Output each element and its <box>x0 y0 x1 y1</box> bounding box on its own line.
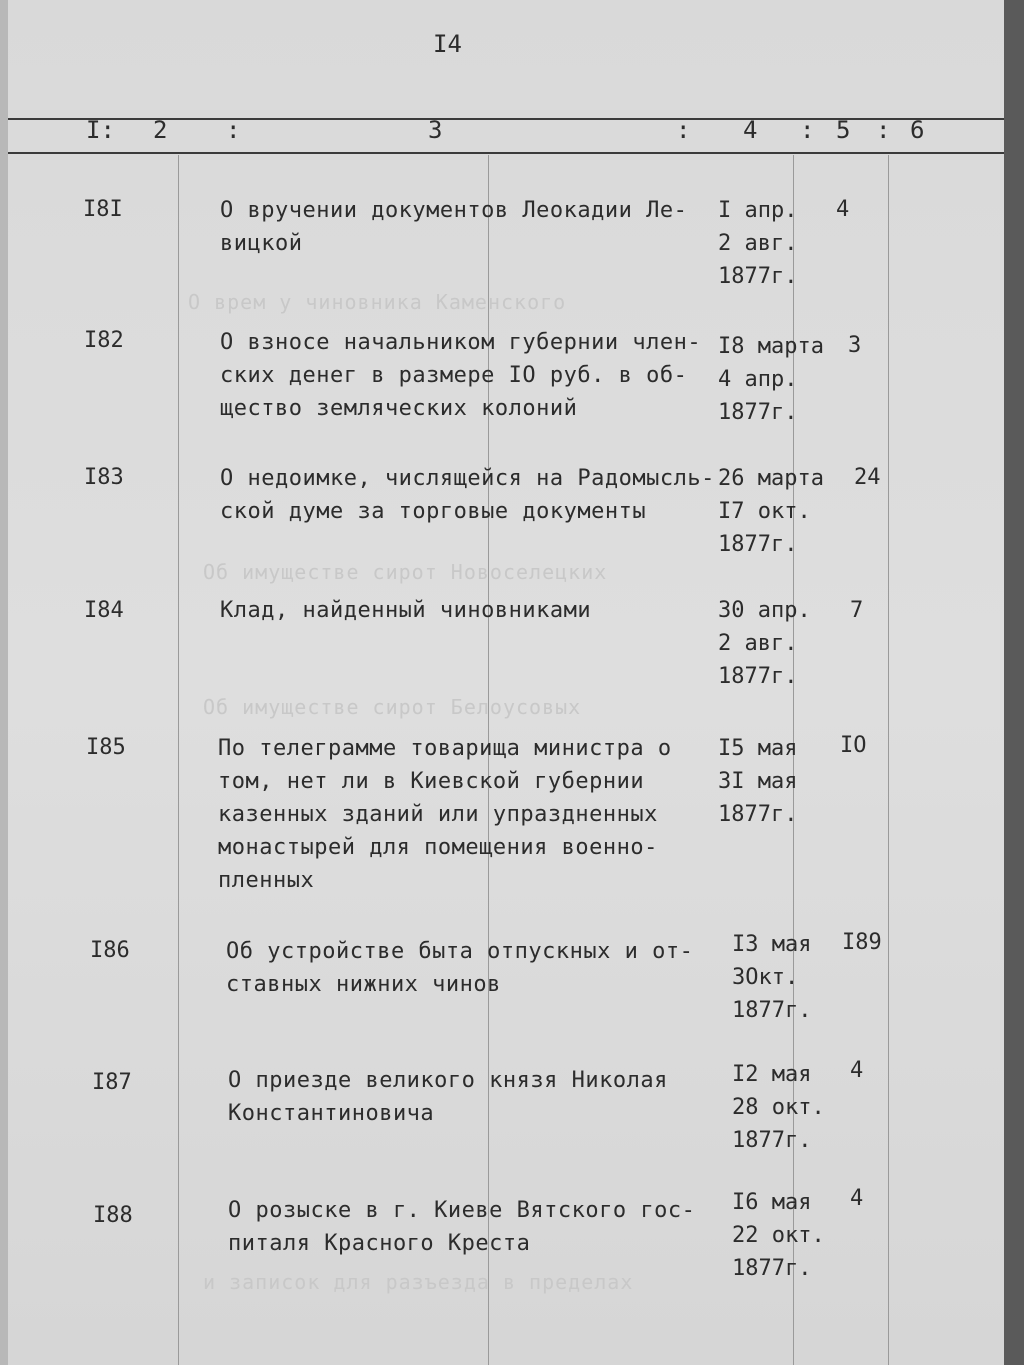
column-header-5: 5 <box>836 116 851 144</box>
case-number: I86 <box>90 938 130 963</box>
column-divider <box>888 155 889 1365</box>
case-title: Об устройстве быта отпускных и от- ставных нижних чинов <box>226 939 694 997</box>
case-number: I84 <box>84 598 124 623</box>
sheet-count: 4 <box>836 197 850 222</box>
sheet-count: 3 <box>848 333 862 358</box>
case-dates: I апр. 2 авг. 1877г. <box>718 198 798 289</box>
case-title: О недоимке, числящейся на Радомысль- ской думе за торговые документы <box>220 466 715 524</box>
sheet-count: 4 <box>850 1058 864 1083</box>
bleed-through-text: Об имуществе сирот Белоусовых <box>203 695 582 719</box>
case-number: I88 <box>93 1203 133 1228</box>
column-header-separator: : <box>876 116 891 144</box>
header-bottom-rule <box>8 152 1004 154</box>
page-number: I4 <box>433 30 462 58</box>
sheet-count: IO <box>840 733 867 758</box>
column-header-6: 6 <box>910 116 925 144</box>
document-page <box>8 0 1004 1365</box>
column-divider <box>178 155 179 1365</box>
case-title: О приезде великого князя Николая Константиновича <box>228 1068 668 1126</box>
case-title: По телеграмме товарища министра о том, нет ли в Киевской губернии казенных зданий или упраздненных монастырей для помещения военно- пленных <box>218 736 672 893</box>
case-dates: I6 мая 22 окт. 1877г. <box>732 1190 825 1281</box>
case-number: I87 <box>92 1070 132 1095</box>
case-title: О взносе начальником губернии член- ских денег в размере IO руб. в об- щество земляческих колоний <box>220 330 702 421</box>
case-number: I83 <box>84 465 124 490</box>
column-header-4: 4 <box>743 116 758 144</box>
case-dates: 26 марта I7 окт. 1877г. <box>718 466 824 557</box>
case-dates: 30 апр. 2 авг. 1877г. <box>718 598 811 689</box>
page-margin-fold <box>0 0 8 1365</box>
case-title: О вручении документов Леокадии Ле- вицкой <box>220 198 688 256</box>
bleed-through-text: и записок для разъезда в пределах <box>203 1270 634 1294</box>
bleed-through-text: О врем у чиновника Каменского <box>188 290 567 314</box>
column-header-2: 2 <box>153 116 168 144</box>
case-dates: I8 марта 4 апр. 1877г. <box>718 334 824 425</box>
case-dates: I2 мая 28 окт. 1877г. <box>732 1062 825 1153</box>
column-header-separator: : <box>226 116 241 144</box>
case-dates: I5 мая 3I мая 1877г. <box>718 736 798 827</box>
sheet-count: 7 <box>850 598 864 623</box>
page-edge-shadow <box>1004 0 1024 1365</box>
case-title: Клад, найденный чиновниками <box>220 598 592 623</box>
column-header-separator: : <box>676 116 691 144</box>
column-header-separator: : <box>800 116 815 144</box>
sheet-count: 24 <box>854 465 881 490</box>
case-number: I82 <box>84 328 124 353</box>
column-header-3: 3 <box>428 116 443 144</box>
case-dates: I3 мая 3Окт. 1877г. <box>732 932 812 1023</box>
case-number: I85 <box>86 735 126 760</box>
sheet-count: I89 <box>842 930 882 955</box>
case-number: I8I <box>83 197 123 222</box>
bleed-through-text: Об имуществе сирот Новоселецких <box>203 560 608 584</box>
case-title: О розыске в г. Киеве Вятского гос- питаля Красного Креста <box>228 1198 696 1256</box>
sheet-count: 4 <box>850 1186 864 1211</box>
column-header-1: I: <box>86 116 115 144</box>
